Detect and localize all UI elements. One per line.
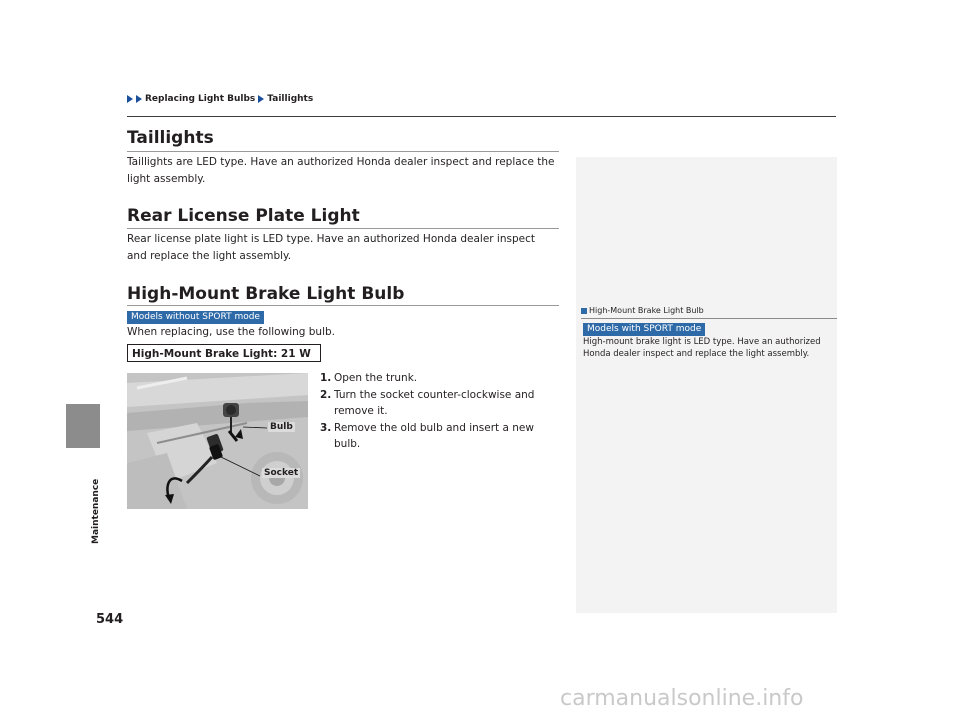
- step-list: [320, 370, 560, 453]
- section-tab-label: Maintenance: [91, 478, 101, 544]
- bulb-spec: High-Mount Brake Light: 21 W: [132, 348, 311, 360]
- section-tab-label-wrap: [91, 468, 107, 548]
- section-tab: [66, 404, 100, 448]
- heading-rule: [127, 151, 559, 152]
- notes-panel: [576, 157, 837, 613]
- step-number: 3.: [320, 421, 332, 434]
- taillights-text: Taillights are LED type. Have an authorized Honda dealer inspect and replace the light assembly.: [127, 156, 555, 185]
- note-title-text: High-Mount Brake Light Bulb: [589, 306, 704, 315]
- breadcrumb-item[interactable]: Taillights: [267, 94, 314, 104]
- note-rule: [581, 318, 837, 319]
- license-light-text: Rear license plate light is LED type. Have an authorized Honda dealer inspect and replace the light assembly.: [127, 233, 535, 262]
- step-number: 1.: [320, 372, 332, 384]
- header-rule: [127, 116, 836, 117]
- heading-taillights: Taillights: [127, 128, 214, 148]
- note-title: [581, 306, 704, 315]
- step-number: 2.: [320, 388, 332, 401]
- breadcrumb-arrow-icon: [136, 95, 142, 103]
- figure-label-socket: Socket: [264, 468, 299, 478]
- page-number: 544: [96, 612, 124, 627]
- heading-brake-light: High-Mount Brake Light Bulb: [127, 284, 405, 304]
- step-text: Open the trunk.: [334, 372, 418, 384]
- breadcrumb: [127, 94, 313, 104]
- step-text: Turn the socket counter-clockwise and remove it.: [334, 388, 535, 417]
- heading-rule: [127, 228, 559, 229]
- breadcrumb-arrow-icon: [258, 95, 264, 103]
- note-marker-icon: [581, 308, 587, 314]
- bulb-illustration: [127, 373, 308, 509]
- step-item: [320, 387, 560, 420]
- note-model-badge: Models with SPORT mode: [583, 323, 705, 336]
- breadcrumb-arrow-icon: [127, 95, 133, 103]
- heading-license-light: Rear License Plate Light: [127, 206, 360, 226]
- watermark: carmanualsonline.info: [560, 686, 804, 711]
- model-badge: Models without SPORT mode: [127, 311, 264, 324]
- bulb-spec-box: [127, 344, 321, 362]
- note-text: High-mount brake light is LED type. Have an authorized Honda dealer inspect and replace the light assembly.: [583, 337, 821, 359]
- heading-rule: [127, 305, 559, 306]
- bulb-figure: [127, 373, 308, 509]
- step-text: Remove the old bulb and insert a new bulb.: [334, 421, 534, 450]
- figure-label-bulb: Bulb: [270, 422, 293, 432]
- step-item: [320, 420, 560, 453]
- brake-light-intro: When replacing, use the following bulb.: [127, 326, 336, 338]
- step-item: [320, 370, 560, 387]
- breadcrumb-item[interactable]: Replacing Light Bulbs: [145, 94, 256, 104]
